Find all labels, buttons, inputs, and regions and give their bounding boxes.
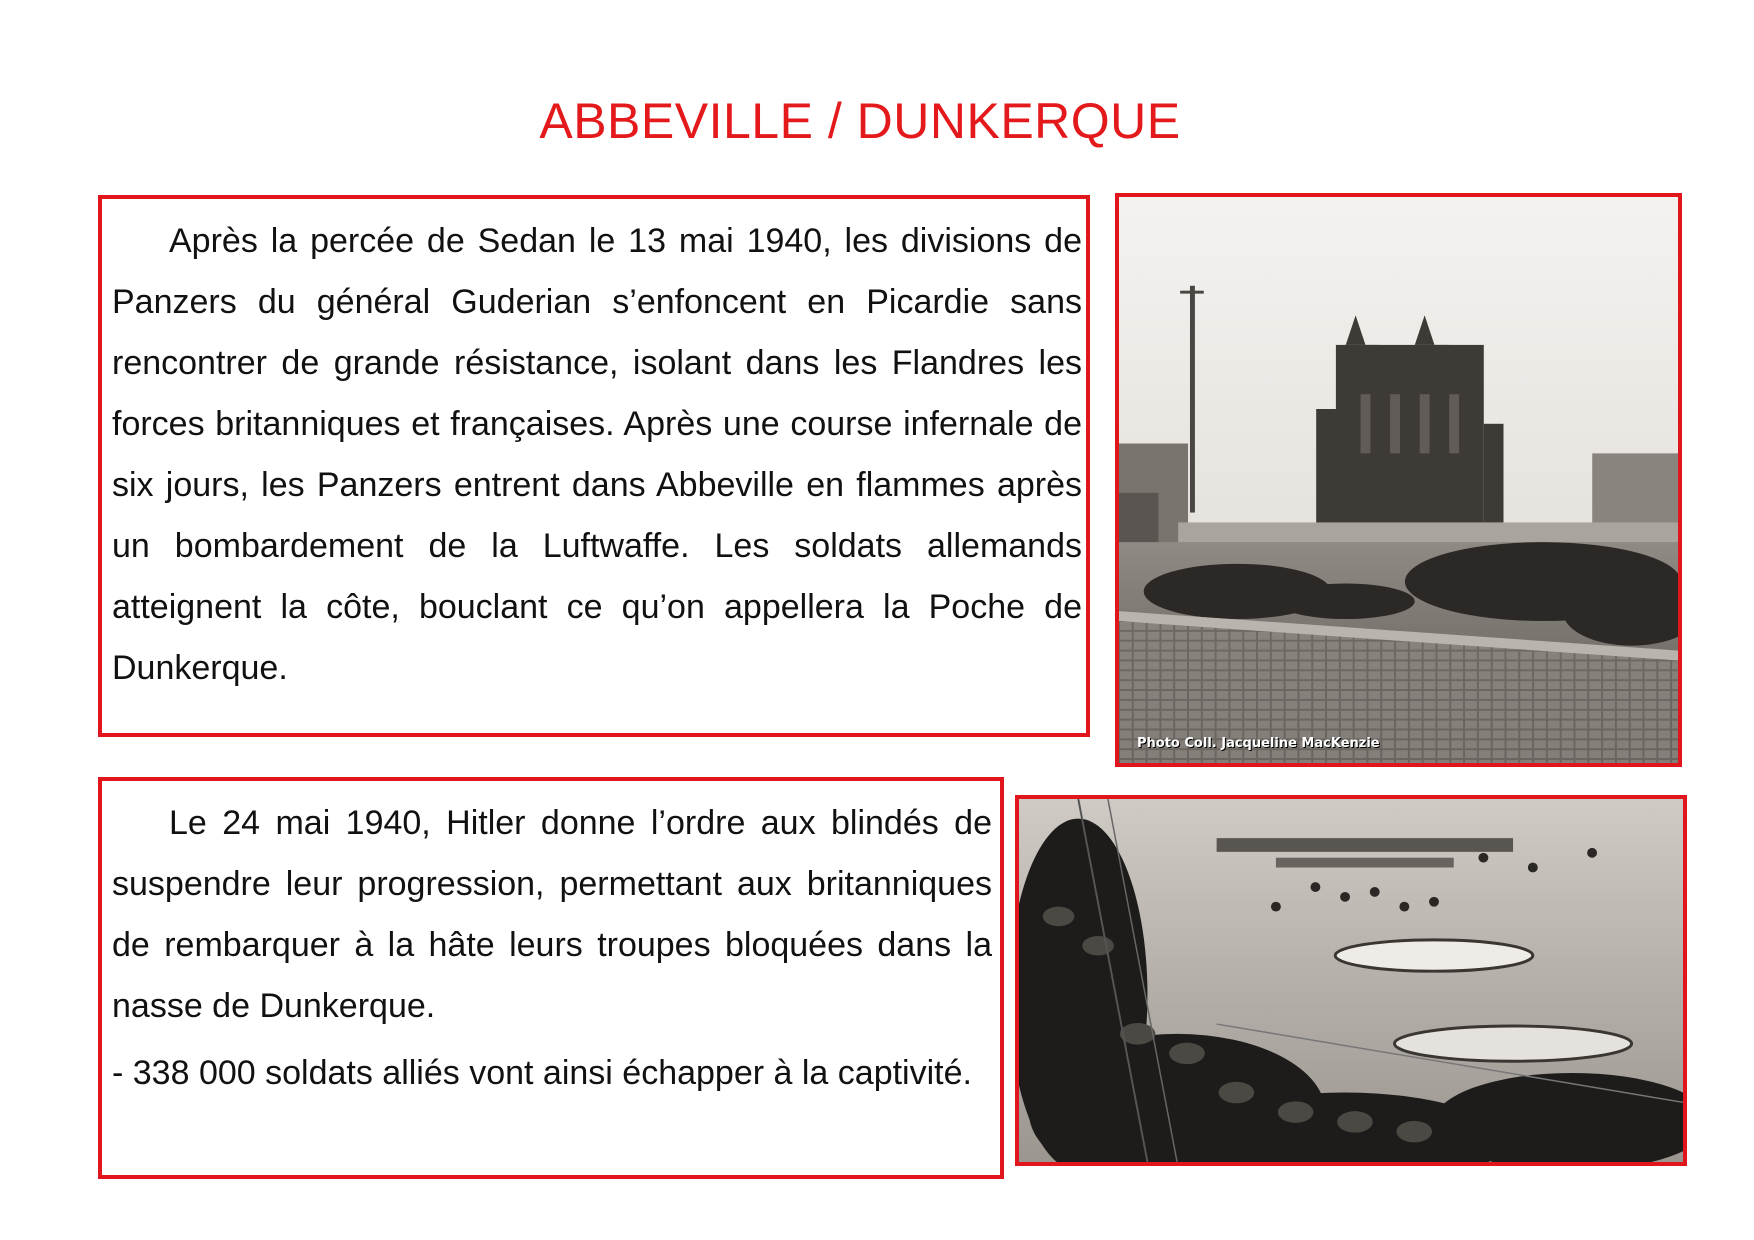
text-box-abbeville xyxy=(98,195,1090,737)
ruins-photo-image xyxy=(1119,197,1678,763)
abbeville-paragraph: Après la percée de Sedan le 13 mai 1940, les divisions de Panzers du général Guderian s’enfoncent en Picardie sans rencontrer de grande résistance, isolant dans les Flandres les forces britanniques et françaises. Après une course infernale de six jours, les Panzers entrent dans Abbeville en flammes après un bombardement de la Luftwaffe. Les soldats allemands atteignent la côte, bouclant ce qu’on appellera la Poche de Dunkerque. xyxy=(112,222,1082,687)
photo-credit: Photo Coll. Jacqueline MacKenzie xyxy=(1137,736,1380,751)
dunkerque-paragraph: Le 24 mai 1940, Hitler donne l’ordre aux blindés de suspendre leur progression, permettant aux britanniques de rembarquer à la hâte leurs troupes bloquées dans la nasse de Dunkerque. xyxy=(112,804,992,1025)
photo-abbeville-ruins xyxy=(1115,193,1682,767)
evacuation-photo-image xyxy=(1019,799,1683,1162)
page-title: ABBEVILLE / DUNKERQUE xyxy=(539,93,1181,149)
text-box-dunkerque xyxy=(98,777,1004,1179)
photo-dunkirk-evacuation xyxy=(1015,795,1687,1166)
dunkerque-statistic: - 338 000 soldats alliés vont ainsi échapper à la captivité. xyxy=(112,1054,972,1092)
